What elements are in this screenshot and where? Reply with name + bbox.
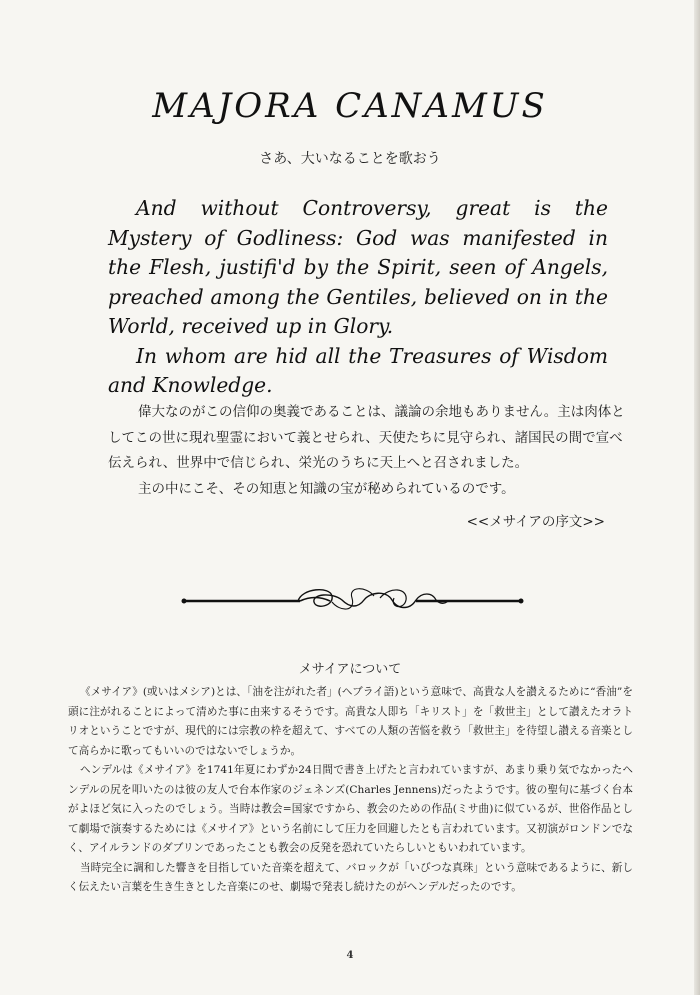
scripture-paragraph: In whom are hid all the Treasures of Wisdom and Knowledge. <box>108 343 608 397</box>
body-paragraph: 当時完全に調和した響きを目指していた音楽を超えて、バロックが「いびつな真珠」という意味であるように、新しく伝えたい言葉を生き生きとした音楽にのせ、劇場で発表し続けたのがヘンデルだったのです。 <box>68 861 633 893</box>
translation-paragraph: 主の中にこそ、その知恵と知識の宝が秘められているのです。 <box>138 480 515 497</box>
scripture-quote <box>108 194 608 401</box>
scripture-paragraph: And without Controversy, great is the Mystery of Godliness: God was manifested in the Flesh, justifi'd by the Spirit, seen of Angels, preached among the Gentiles, believed on in the World, received up in Glory. <box>108 196 608 338</box>
page-number: 4 <box>346 950 354 961</box>
body-paragraph: 《メサイア》(或いはメシア)とは、「油を注がれた者」(ヘブライ語)という意味で、高貴な人を讃えるために“香油”を頭に注がれることによって清めた事に由来するそうです。高貴な人即ち「キリスト」を「救世主」として讃えたオラトリオということですが、現代的には宗教の枠を超えて、すべての人類の苦悩を救う「救世主」を待望し讃える音楽として高らかに歌ってもいいのではないでしょうか。 <box>68 686 633 757</box>
section-body <box>68 683 633 898</box>
source-citation: <<メサイアの序文>> <box>466 514 605 530</box>
japanese-translation <box>108 400 628 502</box>
body-paragraph: ヘンデルは《メサイア》を1741年夏にわずか24日間で書き上げたと言われていますが、あまり乗り気でなかったヘンデルの尻を叩いたのは彼の友人で台本作家のジェネンズ(Charles Jennens)だったようです。彼の聖句に基づく台本がよほど気に入ったのでしょう。当時は教会=国家ですから、教会のための作品(ミサ曲)に似ているが、世俗作品として劇場で演奏するためには《メサイア》という名前にして圧力を回避したとも言われています。又初演がロンドンでなく、アイルランドのダブリンであったことも教会の反発を恐れていたらしいともいわれています。 <box>68 764 633 854</box>
subtitle: さあ、大いなることを歌おう <box>259 151 441 167</box>
section-title: メサイアについて <box>298 662 402 677</box>
page-title: MAJORA CANAMUS <box>152 86 548 126</box>
translation-paragraph: 偉大なのがこの信仰の奥義であることは、議論の余地もありません。主は肉体としてこの世に現れ聖霊において義とせられ、天使たちに見守られ、諸国民の間で宣べ伝えられ、世界中で信じられ、栄光のうちに天上へと召されました。 <box>108 404 625 471</box>
flourish-divider-icon <box>180 582 525 618</box>
